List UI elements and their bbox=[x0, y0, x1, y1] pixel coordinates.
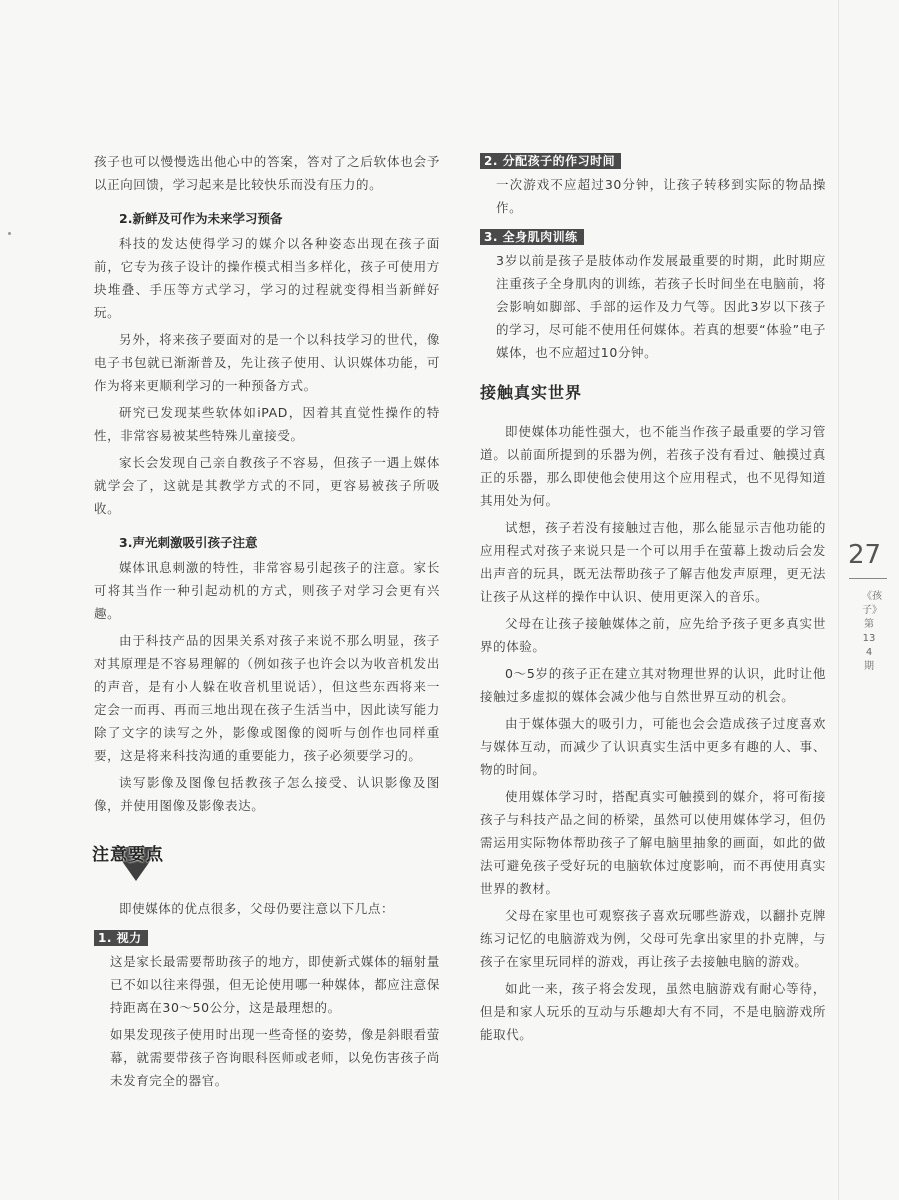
paragraph: 这是家长最需要帮助孩子的地方，即使新式媒体的辐射量已不如以往来得强，但无论使用哪一种媒体，都应注意保持距离在30～50公分，这是最理想的。 bbox=[110, 954, 440, 1015]
paragraph: 由于媒体强大的吸引力，可能也会会造成孩子过度喜欢与媒体互动，而减少了认识真实生活中更多有趣的人、事、物的时间。 bbox=[480, 716, 826, 777]
paragraph: 孩子也可以慢慢选出他心中的答案，答对了之后软体也会予以正向回馈，学习起来是比较快乐而没有压力的。 bbox=[94, 154, 440, 192]
right-column bbox=[480, 150, 826, 1050]
subheading-3: 3.声光刺激吸引孩子注意 bbox=[119, 535, 258, 550]
paragraph: 科技的发达使得学习的媒介以各种姿态出现在孩子面前，它专为孩子设计的操作模式相当多样化，孩子可使用方块堆叠、手压等方式学习，学习的过程就变得相当新鲜好玩。 bbox=[94, 236, 440, 320]
paragraph: 父母在让孩子接触媒体之前，应先给予孩子更多真实世界的体验。 bbox=[480, 616, 826, 654]
paragraph: 3岁以前是孩子是肢体动作发展最重要的时期，此时期应注重孩子全身肌肉的训练，若孩子长时间坐在电脑前，将会影响如脚部、手部的运作及力气等。因此3岁以下孩子的学习，尽可能不使用任何媒体。若真的想要“体验”电子媒体，也不应超过10分钟。 bbox=[496, 253, 826, 360]
paragraph: 由于科技产品的因果关系对孩子来说不那么明显，孩子对其原理是不容易理解的（例如孩子也许会以为收音机发出的声音，是有小人躲在收音机里说话），但这些东西将来一定会一而再、再而三地出现在孩子生活当中，因此读写能力除了文字的读写之外，影像或图像的阅听与创作也同样重要，这是将来科技沟通的重要能力，孩子必须要学习的。 bbox=[94, 633, 440, 763]
paragraph: 父母在家里也可观察孩子喜欢玩哪些游戏，以翻扑克牌练习记忆的电脑游戏为例，父母可先拿出家里的扑克牌，与孩子在家里玩同样的游戏，再让孩子去接触电脑的游戏。 bbox=[480, 908, 826, 969]
paragraph: 试想，孩子若没有接触过吉他，那么能显示吉他功能的应用程式对孩子来说只是一个可以用手在萤幕上拨动后会发出声音的玩具，既无法帮助孩子了解吉他发声原理，更无法让孩子从这样的操作中认识、使用更深入的音乐。 bbox=[480, 520, 826, 604]
subheading-2: 2.新鲜及可作为未来学习预备 bbox=[119, 211, 283, 226]
margin-divider bbox=[838, 0, 839, 1200]
paragraph: 媒体讯息刺激的特性，非常容易引起孩子的注意。家长可将其当作一种引起动机的方式，则孩子对学习会更有兴趣。 bbox=[94, 560, 440, 621]
tag-schedule: 2. 分配孩子的作习时间 bbox=[480, 153, 621, 169]
paragraph: 使用媒体学习时，搭配真实可触摸到的媒介，将可衔接孩子与科技产品之间的桥梁，虽然可以使用媒体学习，但仍需运用实际物体帮助孩子了解电脑里抽象的画面，如此的做法可避免孩子受好玩的电脑软体过度影响，而不再使用真实世界的教材。 bbox=[480, 789, 826, 896]
paragraph: 如果发现孩子使用时出现一些奇怪的姿势，像是斜眼看萤幕，就需要带孩子咨询眼科医师或老师，以免伤害孩子尚未发育完全的器官。 bbox=[110, 1027, 440, 1088]
paragraph: 家长会发现自己亲自教孩子不容易，但孩子一遇上媒体就学会了，这就是其教学方式的不同，更容易被孩子所吸收。 bbox=[94, 455, 440, 516]
paragraph: 0～5岁的孩子正在建立其对物理世界的认识，此时让他接触过多虚拟的媒体会减少他与自然世界互动的机会。 bbox=[480, 666, 826, 704]
paragraph: 一次游戏不应超过30分钟，让孩子转移到实际的物品操作。 bbox=[496, 177, 826, 215]
paragraph: 另外，将来孩子要面对的是一个以科技学习的世代，像电子书包就已渐渐普及，先让孩子使用、认识媒体功能，可作为将来更顺利学习的一种预备方式。 bbox=[94, 332, 440, 393]
issue-label: 《孩子》第134期 bbox=[862, 591, 882, 672]
paragraph: 即使媒体功能性强大，也不能当作孩子最重要的学习管道。以前面所提到的乐器为例，若孩子没有看过、触摸过真正的乐器，那么即使他会使用这个应用程式，也不见得知道其用处为何。 bbox=[480, 424, 826, 508]
list-body bbox=[94, 950, 440, 1092]
left-column bbox=[94, 150, 440, 1096]
list-body bbox=[480, 173, 826, 219]
paragraph: 即使媒体的优点很多，父母仍要注意以下几点： bbox=[119, 901, 395, 916]
page-number-rule bbox=[849, 578, 887, 579]
list-body bbox=[480, 249, 826, 364]
section-title: 接触真实世界 bbox=[480, 383, 583, 402]
paragraph: 如此一来，孩子将会发现，虽然电脑游戏有耐心等待，但是和家人玩乐的互动与乐趣却大有不同，不是电脑游戏所能取代。 bbox=[480, 981, 826, 1042]
tag-vision: 1. 视力 bbox=[94, 930, 148, 946]
page-number: 27 bbox=[848, 540, 882, 570]
caution-heading bbox=[92, 839, 440, 885]
scan-dot bbox=[8, 232, 11, 235]
tag-muscle: 3. 全身肌肉训练 bbox=[480, 229, 584, 245]
caution-title: 注意要点 bbox=[92, 845, 164, 865]
paragraph: 读写影像及图像包括教孩子怎么接受、认识影像及图像，并使用图像及影像表达。 bbox=[94, 775, 440, 813]
paragraph: 研究已发现某些软体如iPAD，因着其直觉性操作的特性，非常容易被某些特殊儿童接受。 bbox=[94, 405, 440, 443]
